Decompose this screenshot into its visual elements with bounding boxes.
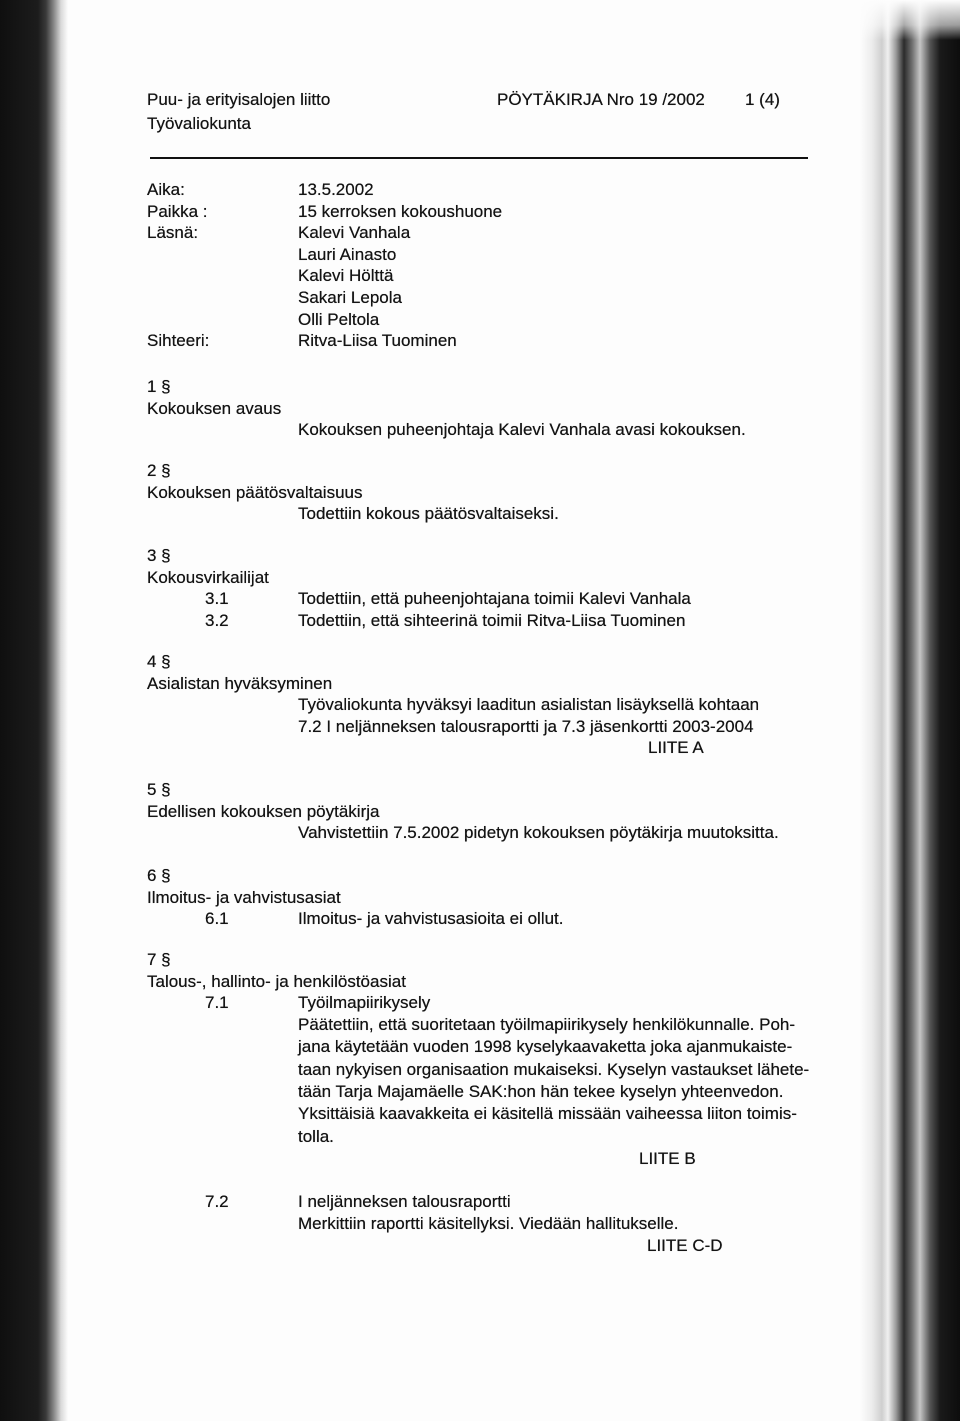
time-label: Aika: bbox=[147, 180, 185, 199]
section-3 bbox=[147, 545, 847, 631]
present-row bbox=[147, 244, 847, 266]
section-text: Vahvistettiin 7.5.2002 pidetyn kokouksen pöytäkirja muutoksitta. bbox=[298, 823, 779, 843]
section-number: 6 § bbox=[147, 866, 171, 885]
place-row bbox=[147, 201, 847, 223]
document-title: PÖYTÄKIRJA Nro 19 /2002 bbox=[497, 90, 705, 109]
scan-binding-top-fade bbox=[860, 0, 960, 40]
place-value: 15 kerroksen kokoushuone bbox=[298, 201, 503, 221]
present-row bbox=[147, 287, 847, 309]
section-text: 7.2 I neljänneksen talousraportti ja 7.3 jäsenkortti 2003-2004 bbox=[298, 716, 754, 736]
present-name: Kalevi Vanhala bbox=[298, 223, 411, 243]
section-5 bbox=[147, 779, 847, 844]
section-number: 7 § bbox=[147, 950, 171, 969]
organization-name: Puu- ja erityisalojen liitto bbox=[147, 90, 331, 109]
body-line: tolla. bbox=[298, 1126, 334, 1146]
section-title: Kokouksen päätösvaltaisuus bbox=[147, 482, 363, 502]
body-line: taan nykyisen organisaation mukaiseksi. Kyselyn vastaukset lähete- bbox=[298, 1059, 810, 1079]
scan-binding-right bbox=[860, 0, 960, 1421]
present-row bbox=[147, 309, 847, 331]
scan-edge-left bbox=[0, 0, 70, 1421]
section-text: Todettiin kokous päätösvaltaiseksi. bbox=[298, 504, 559, 524]
section-text: Työvaliokunta hyväksyi laaditun asialistan lisäyksellä kohtaan bbox=[298, 695, 760, 715]
body-line: tään Tarja Majamäelle SAK:hon hän tekee kyselyn yhteenvedon. bbox=[298, 1081, 784, 1101]
present-row bbox=[147, 265, 847, 287]
subitem-row bbox=[147, 908, 847, 930]
subitem-row bbox=[147, 610, 847, 632]
section-6 bbox=[147, 865, 847, 930]
secretary-value: Ritva-Liisa Tuominen bbox=[298, 331, 457, 351]
section-4 bbox=[147, 651, 847, 759]
section-number: 4 § bbox=[147, 652, 171, 671]
section-title: Kokouksen avaus bbox=[147, 398, 282, 418]
section-title: Kokousvirkailijat bbox=[147, 567, 269, 587]
subitem-number: 3.1 bbox=[205, 589, 229, 609]
present-name: Kalevi Hölttä bbox=[298, 266, 394, 286]
subitem-number: 6.1 bbox=[205, 909, 229, 929]
subitem-number: 3.2 bbox=[205, 610, 229, 630]
subitem-number: 7.2 bbox=[205, 1192, 229, 1212]
subitem-heading: I neljänneksen talousraportti bbox=[298, 1192, 511, 1212]
place-label: Paikka : bbox=[147, 201, 208, 221]
subitem-body bbox=[147, 1014, 847, 1148]
subitem-row bbox=[147, 1191, 847, 1213]
present-name: Sakari Lepola bbox=[298, 287, 402, 307]
present-name: Lauri Ainasto bbox=[298, 244, 397, 264]
section-number: 2 § bbox=[147, 461, 171, 480]
section-title: Ilmoitus- ja vahvistusasiat bbox=[147, 887, 341, 907]
section-number: 1 § bbox=[147, 377, 171, 396]
page-indicator: 1 (4) bbox=[745, 90, 780, 109]
attachment-label: LIITE B bbox=[639, 1149, 696, 1169]
body-line: jana käytetään vuoden 1998 kyselykaavaketta joka ajanmukaiste- bbox=[298, 1037, 793, 1057]
subitem-row bbox=[147, 588, 847, 610]
section-title: Edellisen kokouksen pöytäkirja bbox=[147, 801, 380, 821]
body-line: Päätettiin, että suoritetaan työilmapiirikysely henkilökunnalle. Poh- bbox=[298, 1014, 796, 1034]
committee-name: Työvaliokunta bbox=[147, 114, 251, 133]
subitem-text: Todettiin, että sihteerinä toimii Ritva-Liisa Tuominen bbox=[298, 610, 686, 630]
subitem-row bbox=[147, 992, 847, 1014]
section-title: Asialistan hyväksyminen bbox=[147, 673, 333, 693]
time-row bbox=[147, 179, 847, 201]
body-line: Yksittäisiä kaavakkeita ei käsitellä missään vaiheessa liiton toimis- bbox=[298, 1104, 797, 1124]
attachment-label: LIITE A bbox=[648, 738, 704, 758]
subitem-heading: Työilmapiirikysely bbox=[298, 993, 431, 1013]
present-label: Läsnä: bbox=[147, 223, 199, 243]
subitem-text: Ilmoitus- ja vahvistusasioita ei ollut. bbox=[298, 909, 564, 929]
attachment-label: LIITE C-D bbox=[647, 1235, 723, 1255]
subitem-text: Todettiin, että puheenjohtajana toimii Kalevi Vanhala bbox=[298, 589, 691, 609]
time-value: 13.5.2002 bbox=[298, 180, 374, 199]
section-text: Kokouksen puheenjohtaja Kalevi Vanhala avasi kokouksen. bbox=[298, 420, 746, 440]
header-divider bbox=[150, 157, 808, 159]
section-7 bbox=[147, 949, 847, 1256]
present-name: Olli Peltola bbox=[298, 309, 380, 329]
subitem-number: 7.1 bbox=[205, 993, 229, 1013]
section-title: Talous-, hallinto- ja henkilöstöasiat bbox=[147, 971, 406, 991]
section-number: 3 § bbox=[147, 546, 171, 565]
present-row bbox=[147, 222, 847, 244]
secretary-row bbox=[147, 330, 847, 352]
section-2 bbox=[147, 460, 847, 525]
body-line: Merkittiin raportti käsitellyksi. Viedään hallitukselle. bbox=[298, 1213, 679, 1233]
meeting-details bbox=[147, 179, 847, 352]
secretary-label: Sihteeri: bbox=[147, 331, 210, 351]
section-1 bbox=[147, 376, 847, 441]
section-number: 5 § bbox=[147, 780, 171, 799]
